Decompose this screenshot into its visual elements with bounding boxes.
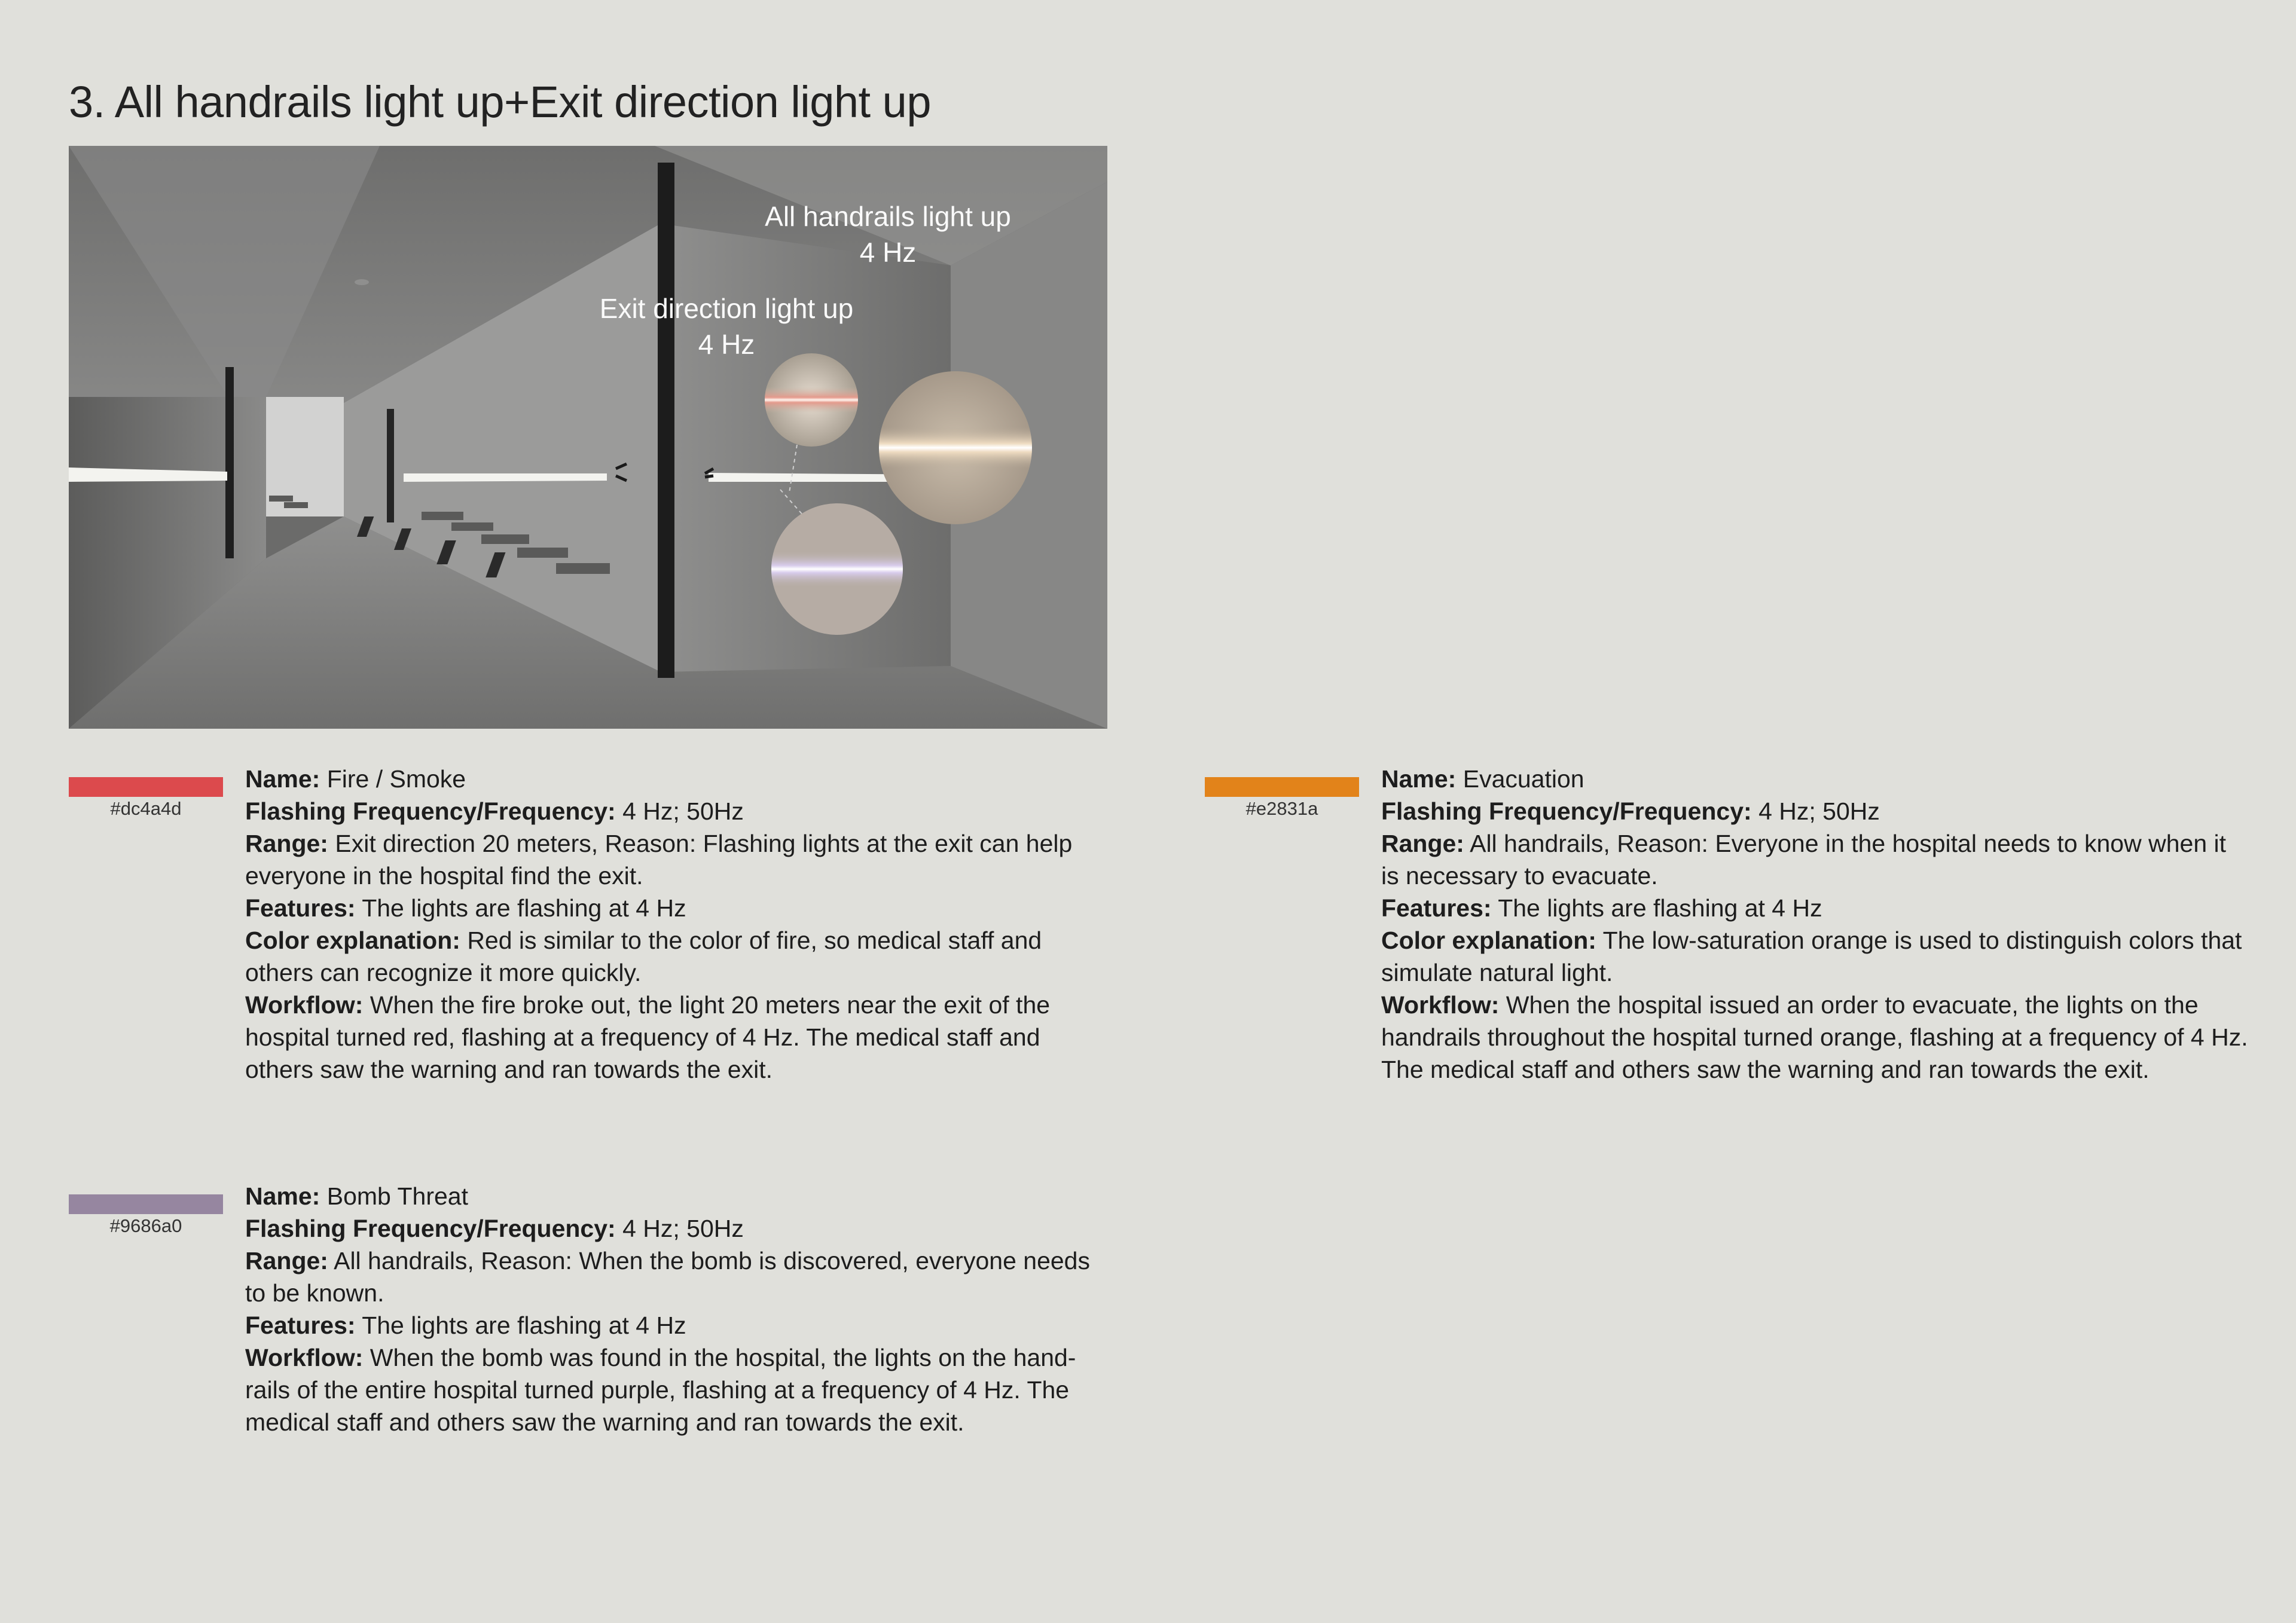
corridor-render-image [69,146,1107,729]
name-label: Name: [245,765,320,793]
name-value: Fire / Smoke [320,765,466,793]
fire-color-hex: #dc4a4d [110,798,182,819]
exit-callout [595,291,858,362]
fire-color-swatch [69,777,223,797]
workflow-value: When the fire broke out, the light 20 meters near the exit of the hospital turned red, flashing at a frequency of 4 Hz. The medical staff and others saw the warning and ran towards the exit. [245,991,1051,1083]
fire-workflow-row [245,989,1106,1086]
evacuation-scenario-description [1381,763,2248,1086]
bomb-name-row [245,1180,1112,1212]
fire-range-row [245,827,1106,892]
workflow-value: When the bomb was found in the hospital, the lights on the hand-rails of the entire hospital turned purple, flashing at a frequency of 4 Hz. The medical staff and others saw the warning and ran towards the exit. [245,1344,1076,1436]
frequency-value: 4 Hz; 50Hz [615,1215,744,1242]
fire-color-row [245,924,1106,989]
fire-name-row [245,763,1106,795]
color-explanation-value: The low-saturation orange is used to distinguish colors that simulate natural light. [1381,927,2242,986]
evacuation-range-row [1381,827,2248,892]
evacuation-color-row [1381,924,2248,989]
range-value: All handrails, Reason: Everyone in the hospital needs to know when it is necessary to evacuate. [1381,830,2227,890]
evacuation-workflow-row [1381,989,2248,1086]
fire-scenario-description [245,763,1106,1086]
range-label: Range: [245,1247,328,1274]
name-value: Evacuation [1456,765,1584,793]
frequency-value: 4 Hz; 50Hz [615,797,744,825]
name-value: Bomb Threat [320,1182,468,1210]
evacuation-color-hex: #e2831a [1245,798,1318,819]
bomb-workflow-row [245,1341,1112,1438]
bomb-color-hex: #9686a0 [109,1215,182,1236]
bomb-features-row [245,1309,1112,1341]
color-explanation-label: Color explanation: [1381,927,1596,954]
workflow-label: Workflow: [245,1344,364,1371]
bomb-frequency-row [245,1212,1112,1245]
range-label: Range: [1381,830,1464,857]
page-title: 3. All handrails light up+Exit direction light up [69,77,931,127]
bomb-color-swatch [69,1194,223,1214]
color-explanation-value: Red is similar to the color of fire, so medical staff and others can recognize it more quickly. [245,927,1042,986]
features-value: The lights are flashing at 4 Hz [1491,894,1822,922]
features-value: The lights are flashing at 4 Hz [355,1312,686,1339]
fire-frequency-row [245,795,1106,827]
frequency-value: 4 Hz; 50Hz [1751,797,1880,825]
fire-features-row [245,892,1106,924]
features-label: Features: [245,1312,356,1339]
workflow-label: Workflow: [245,991,364,1019]
features-label: Features: [245,894,356,922]
name-label: Name: [245,1182,320,1210]
exit-callout-title: Exit direction light up [599,293,854,324]
name-label: Name: [1381,765,1457,793]
range-label: Range: [245,830,328,857]
frequency-label: Flashing Frequency/Frequency: [245,797,616,825]
exit-callout-frequency: 4 Hz [698,329,755,360]
bomb-scenario-description [245,1180,1112,1438]
handrails-callout-title: All handrails light up [765,201,1011,232]
workflow-value: When the hospital issued an order to evacuate, the lights on the handrails throughout the hospital turned orange, flashing at a frequency of 4 Hz. The medical staff and others saw the warning and ran towards the exit. [1381,991,2248,1083]
range-value: Exit direction 20 meters, Reason: Flashing lights at the exit can help everyone in the hospital find the exit. [245,830,1073,890]
handrails-callout [759,198,1016,270]
bomb-range-row [245,1245,1112,1309]
evacuation-frequency-row [1381,795,2248,827]
workflow-label: Workflow: [1381,991,1500,1019]
features-value: The lights are flashing at 4 Hz [355,894,686,922]
frequency-label: Flashing Frequency/Frequency: [1381,797,1752,825]
handrails-callout-frequency: 4 Hz [859,237,917,268]
features-label: Features: [1381,894,1492,922]
color-explanation-label: Color explanation: [245,927,460,954]
range-value: All handrails, Reason: When the bomb is discovered, everyone needs to be known. [245,1247,1090,1307]
frequency-label: Flashing Frequency/Frequency: [245,1215,616,1242]
evacuation-name-row [1381,763,2248,795]
evacuation-features-row [1381,892,2248,924]
evacuation-color-swatch [1205,777,1359,797]
